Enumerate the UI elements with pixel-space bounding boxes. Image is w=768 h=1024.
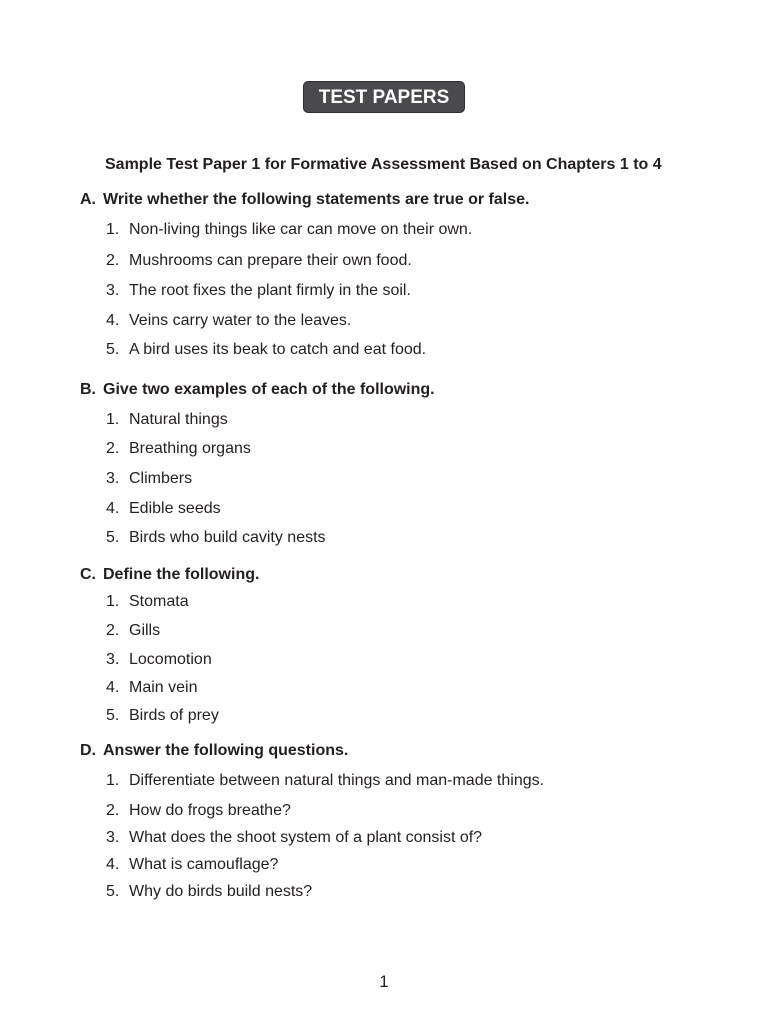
section-letter: D. <box>80 742 96 759</box>
item-text: How do frogs breathe? <box>129 802 291 819</box>
item-text: Gills <box>129 622 161 639</box>
list-item <box>106 829 482 847</box>
item-text: Differentiate between natural things and man-made things. <box>129 772 545 789</box>
item-text: Main vein <box>129 679 198 696</box>
test-papers-badge: TEST PAPERS <box>303 81 466 113</box>
list-item <box>106 622 160 640</box>
item-number: 2. <box>106 440 120 457</box>
item-text: What does the shoot system of a plant consist of? <box>129 829 483 846</box>
page-number: 1 <box>379 972 389 991</box>
list-item <box>106 856 278 874</box>
list-item <box>106 883 312 901</box>
list-item <box>106 529 326 547</box>
item-text: Locomotion <box>129 651 212 668</box>
list-item <box>106 411 228 429</box>
item-text: Veins carry water to the leaves. <box>129 312 352 329</box>
item-number: 5. <box>106 883 120 900</box>
item-text: Breathing organs <box>129 440 251 457</box>
item-number: 4. <box>106 856 120 873</box>
section-letter: B. <box>80 381 96 398</box>
item-number: 1. <box>106 411 120 428</box>
list-item <box>106 341 426 359</box>
section-title: Define the following. <box>103 566 260 583</box>
list-item <box>106 470 192 488</box>
item-text: Edible seeds <box>129 500 221 517</box>
section-title: Answer the following questions. <box>103 742 349 759</box>
section-letter: A. <box>80 191 96 208</box>
section-letter: C. <box>80 566 96 583</box>
item-number: 4. <box>106 679 120 696</box>
item-number: 3. <box>106 829 120 846</box>
item-text: The root fixes the plant firmly in the soil. <box>129 282 411 299</box>
list-item <box>106 282 411 300</box>
item-text: A bird uses its beak to catch and eat food. <box>129 341 427 358</box>
section-title: Give two examples of each of the following. <box>103 381 435 398</box>
list-item <box>106 252 412 270</box>
item-text: What is camouflage? <box>129 856 279 873</box>
list-item <box>106 440 251 458</box>
item-text: Natural things <box>129 411 228 428</box>
item-number: 5. <box>106 341 120 358</box>
section-title: Write whether the following statements are true or false. <box>103 191 530 208</box>
item-number: 5. <box>106 707 120 724</box>
item-number: 2. <box>106 252 120 269</box>
paper-subtitle: Sample Test Paper 1 for Formative Assessment Based on Chapters 1 to 4 <box>105 156 662 173</box>
item-number: 4. <box>106 312 120 329</box>
item-text: Non-living things like car can move on their own. <box>129 221 473 238</box>
item-text: Climbers <box>129 470 193 487</box>
item-text: Birds of prey <box>129 707 219 724</box>
item-text: Why do birds build nests? <box>129 883 313 900</box>
item-number: 1. <box>106 221 120 238</box>
item-text: Stomata <box>129 593 189 610</box>
section-d-heading <box>80 742 348 760</box>
section-a-heading <box>80 191 529 209</box>
list-item <box>106 772 544 790</box>
item-text: Mushrooms can prepare their own food. <box>129 252 412 269</box>
list-item <box>106 679 197 697</box>
list-item <box>106 593 189 611</box>
header <box>0 81 768 113</box>
item-number: 1. <box>106 593 120 610</box>
item-number: 2. <box>106 802 120 819</box>
item-number: 5. <box>106 529 120 546</box>
section-c-heading <box>80 566 259 584</box>
item-number: 3. <box>106 651 120 668</box>
list-item <box>106 500 221 518</box>
item-number: 2. <box>106 622 120 639</box>
item-number: 3. <box>106 282 120 299</box>
item-number: 1. <box>106 772 120 789</box>
list-item <box>106 312 351 330</box>
list-item <box>106 707 219 725</box>
list-item <box>106 651 212 669</box>
item-number: 3. <box>106 470 120 487</box>
item-text: Birds who build cavity nests <box>129 529 326 546</box>
item-number: 4. <box>106 500 120 517</box>
list-item <box>106 221 472 239</box>
section-b-heading <box>80 381 435 399</box>
list-item <box>106 802 291 820</box>
